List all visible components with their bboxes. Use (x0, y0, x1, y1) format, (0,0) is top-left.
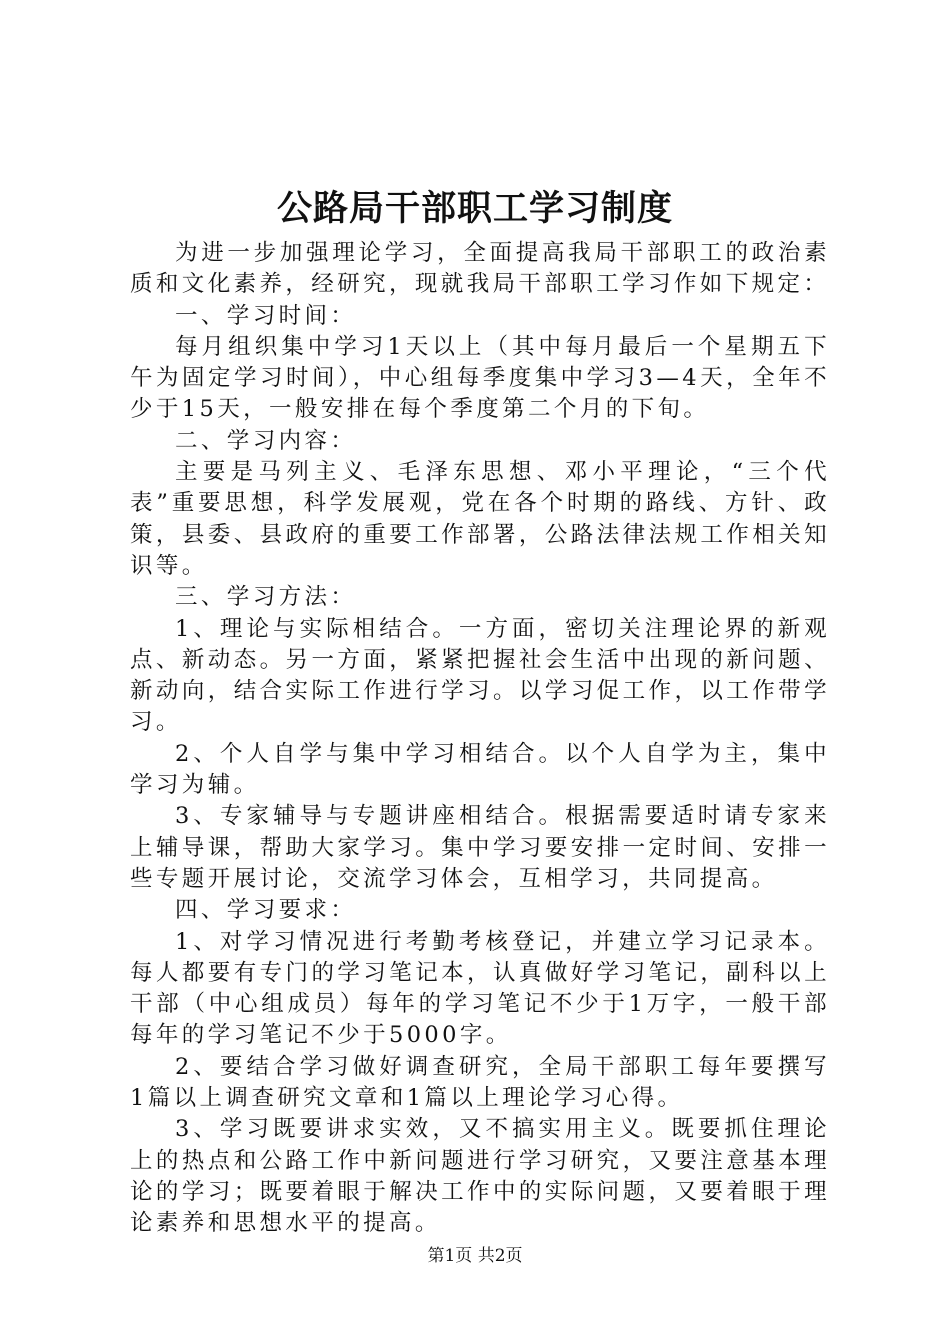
section-heading-method: 三、学习方法： (175, 584, 357, 611)
method-item-2: 2、个人自学与集中学习相结合。以个人自学为主，集中学习为辅。 (130, 740, 830, 799)
document-body (130, 238, 830, 1240)
section-heading-time: 一、学习时间： (175, 302, 357, 329)
requirement-item-1: 1、对学习情况进行考勤考核登记，并建立学习记录本。每人都要有专门的学习笔记本，认真做好学习笔记，副科以上干部（中心组成员）每年的学习笔记不少于1万字，一般干部每年的学习笔记不少于5000字。 (130, 928, 830, 1049)
time-paragraph: 每月组织集中学习1天以上（其中每月最后一个星期五下午为固定学习时间），中心组每季度集中学习3—4天，全年不少于15天，一般安排在每个季度第二个月的下旬。 (130, 333, 830, 423)
document-title: 公路局干部职工学习制度 (276, 188, 673, 229)
section-heading-requirements: 四、学习要求： (175, 897, 357, 924)
page-footer: 第1页 共2页 (427, 1246, 523, 1266)
method-item-1: 1、理论与实际相结合。一方面，密切关注理论界的新观点、新动态。另一方面，紧紧把握社会生活中出现的新问题、新动向，结合实际工作进行学习。以学习促工作，以工作带学习。 (130, 615, 830, 736)
content-paragraph: 主要是马列主义、毛泽东思想、邓小平理论，“三个代表”重要思想，科学发展观，党在各个时期的路线、方针、政策，县委、县政府的重要工作部署，公路法律法规工作相关知识等。 (130, 459, 830, 579)
intro-paragraph: 为进一步加强理论学习，全面提高我局干部职工的政治素质和文化素养，经研究，现就我局干部职工学习作如下规定： (130, 240, 830, 298)
section-heading-content: 二、学习内容： (175, 427, 357, 454)
requirement-item-3: 3、学习既要讲求实效，又不搞实用主义。既要抓住理论上的热点和公路工作中新问题进行学习研究，又要注意基本理论的学习；既要着眼于解决工作中的实际问题，又要着眼于理论素养和思想水平的提高。 (130, 1116, 830, 1237)
method-item-3: 3、专家辅导与专题讲座相结合。根据需要适时请专家来上辅导课，帮助大家学习。集中学习要安排一定时间、安排一些专题开展讨论，交流学习体会，互相学习，共同提高。 (130, 803, 830, 892)
requirement-item-2: 2、要结合学习做好调查研究，全局干部职工每年要撰写1篇以上调查研究文章和1篇以上理论学习心得。 (130, 1053, 830, 1112)
